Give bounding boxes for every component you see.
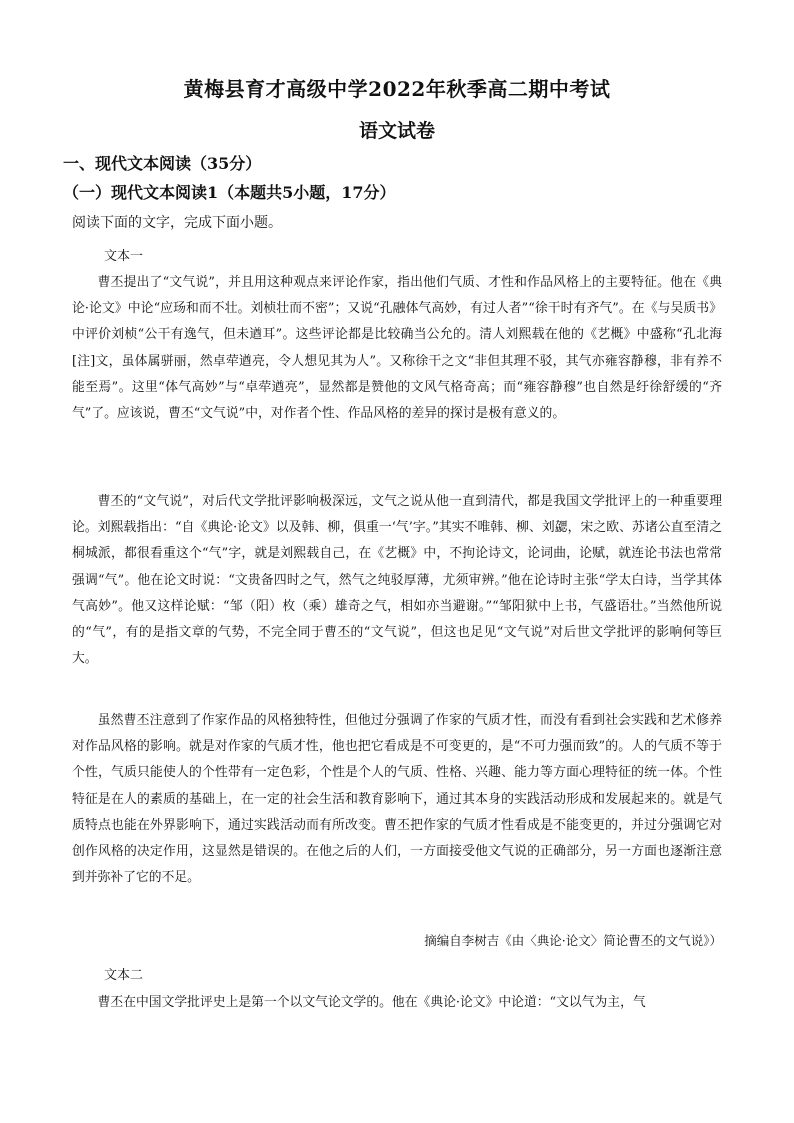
text1-label: 文本一 — [104, 249, 144, 264]
text1-paragraph-3: 虽然曹丕注意到了作家作品的风格独特性，但他过分强调了作家的气质才性，而没有看到社会实践和艺术修养对作品风格的影响。就是对作家的气质才性，他也把它看成是不可变更的，是“不可力强而致”的。人的气质不等于个性，气质只能使人的个性带有一定色彩，个性是个人的气质、性格、兴趣、能力等方面心理特征的统一体。个性特征是在人的素质的基础上，在一定的社会生活和教育影响下，通过其本身的实践活动形成和发展起来的。就是气质特点也能在外界影响下，通过实践活动而有所改变。曹丕把作家的气质才性看成是不能变更的，并过分强调它对创作风格的决定作用，这显然是错误的。在他之后的人们，一方面接受他文气说的正确部分，另一方面也逐渐注意到并弥补了它的不足。 — [72, 713, 722, 886]
text2-paragraph-1: 曹丕在中国文学批评史上是第一个以文气论文学的。他在《典论·论文》中论道：“文以气为主，气 — [97, 995, 646, 1010]
exam-title: 黄梅县育才高级中学2022年秋季高二期中考试 — [183, 77, 611, 101]
text1-paragraph-2: 曹丕的“文气说”，对后代文学批评影响极深远，文气之说从他一直到清代，都是我国文学批评上的一种重要理论。刘熙载指出：“自《典论·论文》以及韩、柳，俱重一‘气’字。”其实不唯韩、柳、刘勰，宋之欧、苏诸公直至清之桐城派，都很看重这个“气”字，就是刘熙载自己，在《艺概》中，不拘论诗文，论词曲，论赋，就连论书法也常常强调“气”。他在论文时说：“文贵备四时之气，然气之纯驳厚薄，尤须审辨。”他在论诗时主张“学太白诗，当学其体气高妙”。他又这样论赋：“邹（阳）枚（乘）雄奇之气，相如亦当避谢。”“邹阳狱中上书，气盛语壮。”当然他所说的“气”，有的是指文章的气势，不完全同于曹丕的“文气说”，但这也足见“文气说”对后世文学批评的影响何等巨大。 — [72, 494, 722, 667]
section-heading: 一、现代文本阅读（35分） — [63, 154, 262, 173]
exam-subtitle: 语文试卷 — [358, 120, 435, 142]
text1-paragraph-1: 曹丕提出了“文气说”，并且用这种观点来评论作家，指出他们气质、才性和作品风格上的主要特征。他在《典论·论文》中论“应玚和而不壮。刘桢壮而不密”；又说“孔融体气高妙，有过人者”“徐干时有齐气”。在《与吴质书》中评价刘桢“公干有逸气，但未遒耳”。这些评论都是比较确当公允的。清人刘熙载在他的《艺概》中盛称“孔北海[注]文，虽体属骈丽，然卓荦遒亮，令人想见其为人”。又称徐干之文“非但其理不驳，其气亦雍容静穆，非有养不能至焉”。这里“体气高妙”与“卓荦遒亮”，显然都是赞他的文风气格奇高；而“雍容静穆”也自然是纡徐舒缓的“齐气”了。应该说，曹丕“文气说”中，对作者个性、作品风格的差异的探讨是极有意义的。 — [72, 275, 722, 422]
text2-label: 文本二 — [104, 968, 144, 983]
instruction-text: 阅读下面的文字，完成下面小题。 — [72, 215, 282, 231]
subsection-heading: （一）现代文本阅读1（本题共5小题，17分） — [63, 183, 396, 202]
text1-source-citation: 摘编自李树吉《由〈典论·论文〉简论曹丕的文气说》） — [424, 933, 722, 948]
